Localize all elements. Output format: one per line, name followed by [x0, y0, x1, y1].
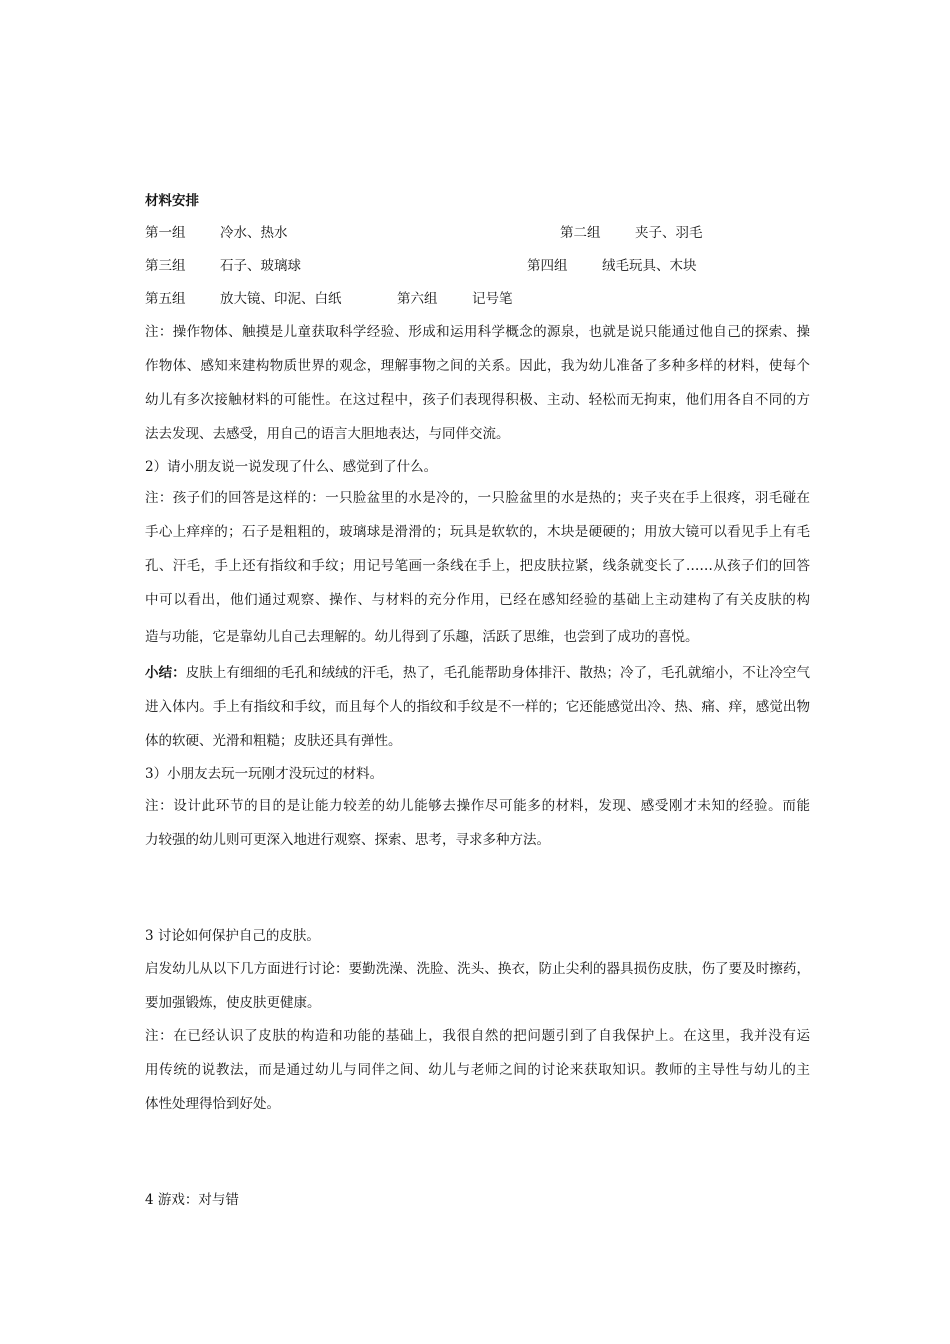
group-1-label: 第一组: [145, 225, 186, 241]
note3-line: 力较强的幼儿则可更深入地进行观察、探索、思考，寻求多种方法。: [145, 832, 550, 848]
group-6-items: 记号笔: [472, 291, 513, 307]
section-3-body: 启发幼儿从以下几方面进行讨论：要勤洗澡、洗脸、洗头、换衣，防止尖利的器具损伤皮肤，伤了要及时擦药，: [145, 961, 810, 977]
note1-line: 注：操作物体、触摸是儿童获取科学经验、形成和运用科学概念的源泉，也就是说只能通过他自己的探索、操: [145, 324, 810, 340]
summary-line-1: [145, 664, 810, 682]
group-4-items: 绒毛玩具、木块: [602, 258, 697, 274]
summary-text: 皮肤上有细细的毛孔和绒绒的汗毛，热了，毛孔能帮助身体排汗、散热；冷了，毛孔就缩小，不让冷空气: [185, 665, 810, 681]
note1-line: 作物体、感知来建构物质世界的观念，理解事物之间的关系。因此，我为幼儿准备了多种多样的材料，使每个: [145, 358, 810, 374]
note4-line: 注：在已经认识了皮肤的构造和功能的基础上，我很自然的把问题引到了自我保护上。在这里，我并没有运: [145, 1028, 810, 1044]
group-3-label: 第三组: [145, 258, 186, 274]
group-1-items: 冷水、热水: [220, 225, 288, 241]
note2-line: 造与功能，它是靠幼儿自己去理解的。幼儿得到了乐趣，活跃了思维，也尝到了成功的喜悦。: [145, 629, 699, 645]
note4-line: 用传统的说教法，而是通过幼儿与同伴之间、幼儿与老师之间的讨论来获取知识。教师的主导性与幼儿的主: [145, 1062, 810, 1078]
group-5-label: 第五组: [145, 291, 186, 307]
summary-line: 进入体内。手上有指纹和手纹，而且每个人的指纹和手纹是不一样的；它还能感觉出冷、热、痛、痒，感觉出物: [145, 699, 810, 715]
group-5-items: 放大镜、印泥、白纸: [220, 291, 342, 307]
section-3-body: 要加强锻炼，使皮肤更健康。: [145, 995, 321, 1011]
group-4-label: 第四组: [527, 258, 568, 274]
note2-line: 孔、汗毛，手上还有指纹和手纹；用记号笔画一条线在手上，把皮肤拉紧，线条就变长了……从孩子们的回答: [145, 558, 810, 574]
group-3-items: 石子、玻璃球: [220, 258, 301, 274]
note2-line: 注：孩子们的回答是这样的：一只脸盆里的水是冷的，一只脸盆里的水是热的；夹子夹在手上很疼，羽毛碰在: [145, 490, 810, 506]
group-6-label: 第六组: [397, 291, 438, 307]
note2-line: 手心上痒痒的；石子是粗粗的，玻璃球是滑滑的；玩具是软软的，木块是硬硬的；用放大镜可以看见手上有毛: [145, 524, 810, 540]
group-2-label: 第二组: [560, 225, 601, 241]
note3-line: 注：设计此环节的目的是让能力较差的幼儿能够去操作尽可能多的材料，发现、感受刚才未知的经验。而能: [145, 798, 810, 814]
materials-heading: 材料安排: [145, 193, 199, 209]
step-3: 3）小朋友去玩一玩刚才没玩过的材料。: [145, 766, 384, 782]
note1-line: 幼儿有多次接触材料的可能性。在这过程中，孩子们表现得积极、主动、轻松而无拘束，他们用各自不同的方: [145, 392, 810, 408]
note2-line: 中可以看出，他们通过观察、操作、与材料的充分作用，已经在感知经验的基础上主动建构了有关皮肤的构: [145, 592, 810, 608]
note1-line: 法去发现、去感受，用自己的语言大胆地表达，与同伴交流。: [145, 426, 510, 442]
note4-line: 体性处理得恰到好处。: [145, 1096, 280, 1112]
step-2: 2）请小朋友说一说发现了什么、感觉到了什么。: [145, 459, 438, 475]
summary-line: 体的软硬、光滑和粗糙；皮肤还具有弹性。: [145, 733, 402, 749]
summary-label: 小结：: [145, 665, 186, 681]
group-2-items: 夹子、羽毛: [635, 225, 703, 241]
section-4-title: 4 游戏：对与错: [145, 1192, 239, 1208]
section-3-title: 3 讨论如何保护自己的皮肤。: [145, 928, 320, 944]
